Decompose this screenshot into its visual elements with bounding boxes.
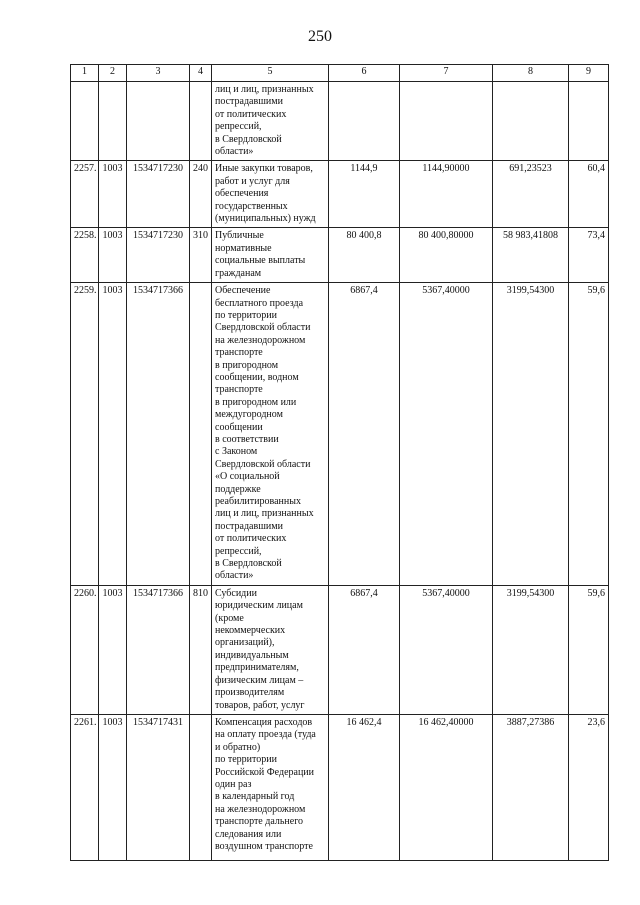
column-header-1: 1 (71, 65, 99, 82)
table-row (71, 161, 609, 228)
execution-percent-cell: 59,6 (569, 283, 609, 586)
column-header-7: 7 (400, 65, 493, 82)
execution-percent-cell: 73,4 (569, 228, 609, 283)
section-code-cell (99, 82, 127, 161)
revised-amount-cell: 1144,90000 (400, 161, 493, 228)
approved-amount-cell: 6867,4 (329, 283, 400, 586)
column-header-6: 6 (329, 65, 400, 82)
target-article-cell: 1534717230 (127, 228, 190, 283)
executed-amount-cell: 58 983,41808 (493, 228, 569, 283)
row-number-cell: 2260. (71, 585, 99, 714)
target-article-cell: 1534717366 (127, 283, 190, 586)
column-header-9: 9 (569, 65, 609, 82)
expense-type-cell (190, 82, 212, 161)
item-name-cell: Обеспечение бесплатного проезда по территории Свердловской области на железнодорожном транспорте в пригородном сообщении, водном транспорте в пригородном или междугородном сообщении в соответствии с Законом Свердловской области «О социальной поддержке реабилитированных лиц и лиц, признанных пострадавшими от политических репрессий, в Свердловской области» (212, 283, 329, 586)
column-header-5: 5 (212, 65, 329, 82)
item-name-cell: лиц и лиц, признанных пострадавшими от политических репрессий, в Свердловской области» (212, 82, 329, 161)
section-code-cell: 1003 (99, 161, 127, 228)
execution-percent-cell: 59,6 (569, 585, 609, 714)
table-row (71, 228, 609, 283)
column-header-3: 3 (127, 65, 190, 82)
expense-type-cell: 810 (190, 585, 212, 714)
revised-amount-cell (400, 82, 493, 161)
section-code-cell: 1003 (99, 228, 127, 283)
column-header-2: 2 (99, 65, 127, 82)
target-article-cell: 1534717366 (127, 585, 190, 714)
target-article-cell: 1534717230 (127, 161, 190, 228)
revised-amount-cell: 5367,40000 (400, 585, 493, 714)
target-article-cell: 1534717431 (127, 714, 190, 860)
target-article-cell (127, 82, 190, 161)
row-number-cell: 2259. (71, 283, 99, 586)
executed-amount-cell (493, 82, 569, 161)
approved-amount-cell: 16 462,4 (329, 714, 400, 860)
expense-type-cell: 310 (190, 228, 212, 283)
approved-amount-cell: 80 400,8 (329, 228, 400, 283)
row-number-cell: 2257. (71, 161, 99, 228)
item-name-cell: Субсидии юридическим лицам (кроме некоммерческих организаций), индивидуальным предпринимателям, физическим лицам – производителям товаров, работ, услуг (212, 585, 329, 714)
approved-amount-cell: 1144,9 (329, 161, 400, 228)
execution-percent-cell: 60,4 (569, 161, 609, 228)
item-name-cell: Компенсация расходов на оплату проезда (туда и обратно) по территории Российской Федерации один раз в календарный год на железнодорожном транспорте дальнего следования или воздушном транспорте (212, 714, 329, 860)
column-header-8: 8 (493, 65, 569, 82)
revised-amount-cell: 80 400,80000 (400, 228, 493, 283)
header-row (71, 65, 609, 82)
approved-amount-cell (329, 82, 400, 161)
item-name-cell: Публичные нормативные социальные выплаты гражданам (212, 228, 329, 283)
section-code-cell: 1003 (99, 714, 127, 860)
executed-amount-cell: 3199,54300 (493, 585, 569, 714)
table-row (71, 585, 609, 714)
table-row (71, 283, 609, 586)
row-number-cell (71, 82, 99, 161)
section-code-cell: 1003 (99, 585, 127, 714)
executed-amount-cell: 691,23523 (493, 161, 569, 228)
section-code-cell: 1003 (99, 283, 127, 586)
expense-type-cell (190, 714, 212, 860)
table-row (71, 82, 609, 161)
row-number-cell: 2258. (71, 228, 99, 283)
expense-type-cell (190, 283, 212, 586)
revised-amount-cell: 5367,40000 (400, 283, 493, 586)
table-row (71, 714, 609, 860)
execution-percent-cell: 23,6 (569, 714, 609, 860)
column-header-4: 4 (190, 65, 212, 82)
executed-amount-cell: 3887,27386 (493, 714, 569, 860)
page-number: 250 (308, 28, 332, 45)
executed-amount-cell: 3199,54300 (493, 283, 569, 586)
expense-type-cell: 240 (190, 161, 212, 228)
budget-table (70, 64, 609, 861)
execution-percent-cell (569, 82, 609, 161)
approved-amount-cell: 6867,4 (329, 585, 400, 714)
table-body (71, 82, 609, 861)
item-name-cell: Иные закупки товаров, работ и услуг для обеспечения государственных (муниципальных) нужд (212, 161, 329, 228)
revised-amount-cell: 16 462,40000 (400, 714, 493, 860)
row-number-cell: 2261. (71, 714, 99, 860)
